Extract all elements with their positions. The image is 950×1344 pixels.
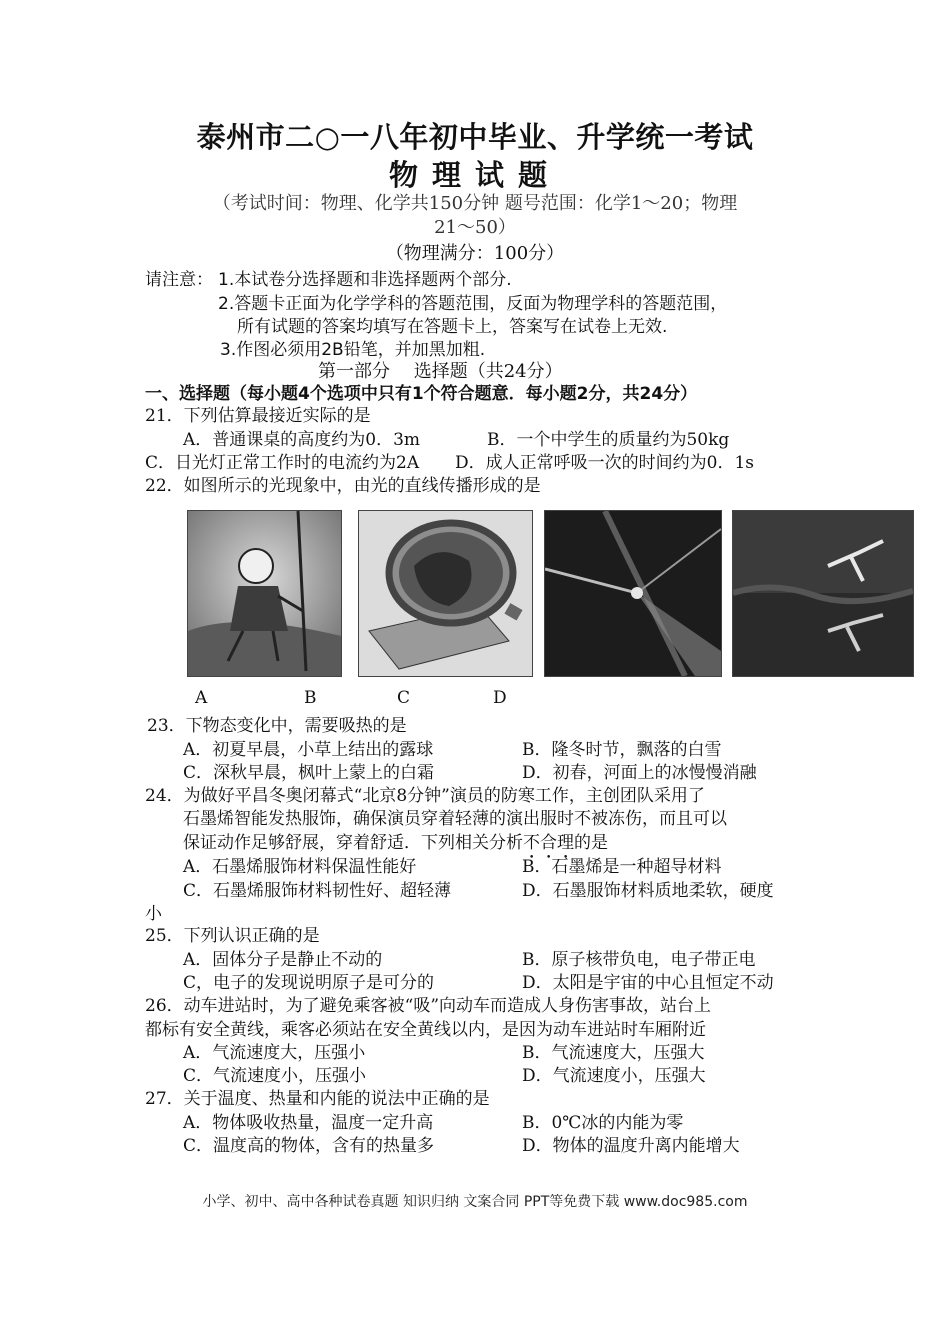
note-item-2a: 2.答题卡正面为化学学科的答题范围，反面为物理学科的答题范围，: [218, 294, 728, 314]
exam-info-line2: 21～50）: [434, 217, 516, 238]
q24-stem-3-post: 的是: [574, 833, 608, 853]
q24-stem-3-pre: 保证动作足够舒展，穿着舒适．下列相关分析: [183, 833, 523, 853]
q24-stem-2: 石墨烯智能发热服饰，确保演员穿着轻薄的演出服时不被冻伤，而且可以: [183, 809, 727, 829]
q21-option-a: A．普通课桌的高度约为0．3m: [183, 430, 421, 450]
q26-stem-1: 26．动车进站时，为了避免乘客被“吸”向动车而造成人身伤害事故，站台上: [145, 996, 712, 1016]
q27-option-b: B．0℃冰的内能为零: [522, 1113, 684, 1133]
notes-prefix: 请注意：: [145, 270, 213, 290]
part1-heading: 第一部分 选择题（共24分）: [318, 361, 563, 382]
q23-option-c: C．深秋早晨，枫叶上蒙上的白霜: [183, 763, 435, 783]
exam-title: 泰州市二○一八年初中毕业、升学统一考试: [196, 120, 754, 154]
exam-info-line1: （考试时间：物理、化学共150分钟 题号范围：化学1～20；物理: [212, 193, 738, 214]
q26-option-d: D．气流速度小，压强大: [522, 1066, 706, 1086]
q27-option-d: D．物体的温度升离内能增大: [522, 1136, 740, 1156]
note-item-1: 1.本试卷分选择题和非选择题两个部分.: [218, 270, 512, 290]
q22-label-a: A: [195, 688, 208, 708]
q22-stem: 22．如图所示的光现象中，由光的直线传播形成的是: [145, 476, 541, 496]
q23-stem: 23．下物态变化中，需要吸热的是: [147, 716, 407, 736]
q22-label-d: D: [493, 688, 507, 708]
q24-option-c: C．石墨烯服饰材料韧性好、超轻薄: [183, 881, 452, 901]
q27-option-a: A．物体吸收热量，温度一定升高: [183, 1113, 434, 1133]
q22-image-a: [187, 510, 342, 677]
q24-stem-1: 24．为做好平昌冬奥闭幕式“北京8分钟”演员的防寒工作，主创团队采用了: [145, 786, 705, 806]
q23-option-d: D．初春，河面上的冰慢慢消融: [522, 763, 757, 783]
q22-label-c: C: [397, 688, 411, 708]
q22-image-d: [732, 510, 914, 677]
q25-option-b: B．原子核带负电，电子带正电: [522, 950, 756, 970]
subject-title: 物理试题: [388, 158, 561, 192]
q23-option-b: B．隆冬时节，飘落的白雪: [522, 740, 722, 760]
note-item-3: 3.作图必须用2B铅笔，并加黑加粗.: [220, 340, 486, 360]
q24-option-d-cont: 小: [145, 904, 162, 924]
note-item-2b: 所有试题的答案均填写在答题卡上，答案写在试卷上无效.: [237, 317, 668, 337]
q21-option-b: B．一个中学生的质量约为50kg: [487, 430, 730, 450]
q24-option-a: A．石墨烯服饰材料保温性能好: [183, 857, 417, 877]
q25-option-d: D．太阳是宇宙的中心且恒定不动: [522, 973, 774, 993]
q26-stem-2: 都标有安全黄线，乘客必须站在安全黄线以内，是因为动车进站时车厢附近: [145, 1020, 706, 1040]
q24-stem-3-emphasis: 不合理: [523, 833, 574, 853]
q22-image-b: [358, 510, 533, 677]
q27-stem: 27．关于温度、热量和内能的说法中正确的是: [145, 1089, 490, 1109]
q26-option-a: A．气流速度大，压强小: [183, 1043, 366, 1063]
q26-option-b: B．气流速度大，压强大: [522, 1043, 705, 1063]
q22-label-b: B: [304, 688, 317, 708]
q25-option-c: C，电子的发现说明原子是可分的: [183, 973, 435, 993]
q21-stem: 21．下列估算最接近实际的是: [145, 406, 371, 426]
q26-option-c: C．气流速度小，压强小: [183, 1066, 367, 1086]
page-footer: 小学、初中、高中各种试卷真题 知识归纳 文案合同 PPT等免费下载 www.doc985.com: [202, 1194, 748, 1210]
q27-option-c: C．温度高的物体，含有的热量多: [183, 1136, 435, 1156]
q23-option-a: A．初夏早晨，小草上结出的露球: [183, 740, 434, 760]
q24-option-b: B．石墨烯是一种超导材料: [522, 857, 722, 877]
q21-option-d: D．成人正常呼吸一次的时间约为0．1s: [455, 453, 754, 473]
q22-image-c: [544, 510, 722, 677]
full-score: （物理满分：100分）: [385, 243, 565, 264]
q24-option-d: D．石墨服饰材料质地柔软，硬度: [522, 881, 774, 901]
q25-stem: 25．下列认识正确的是: [145, 926, 320, 946]
q21-option-c: C．日光灯正常工作时的电流约为2A: [145, 453, 420, 473]
section-heading: 一、选择题（每小题4个选项中只有1个符合题意．每小题2分，共24分）: [145, 384, 698, 404]
q25-option-a: A．固体分子是静止不动的: [183, 950, 383, 970]
